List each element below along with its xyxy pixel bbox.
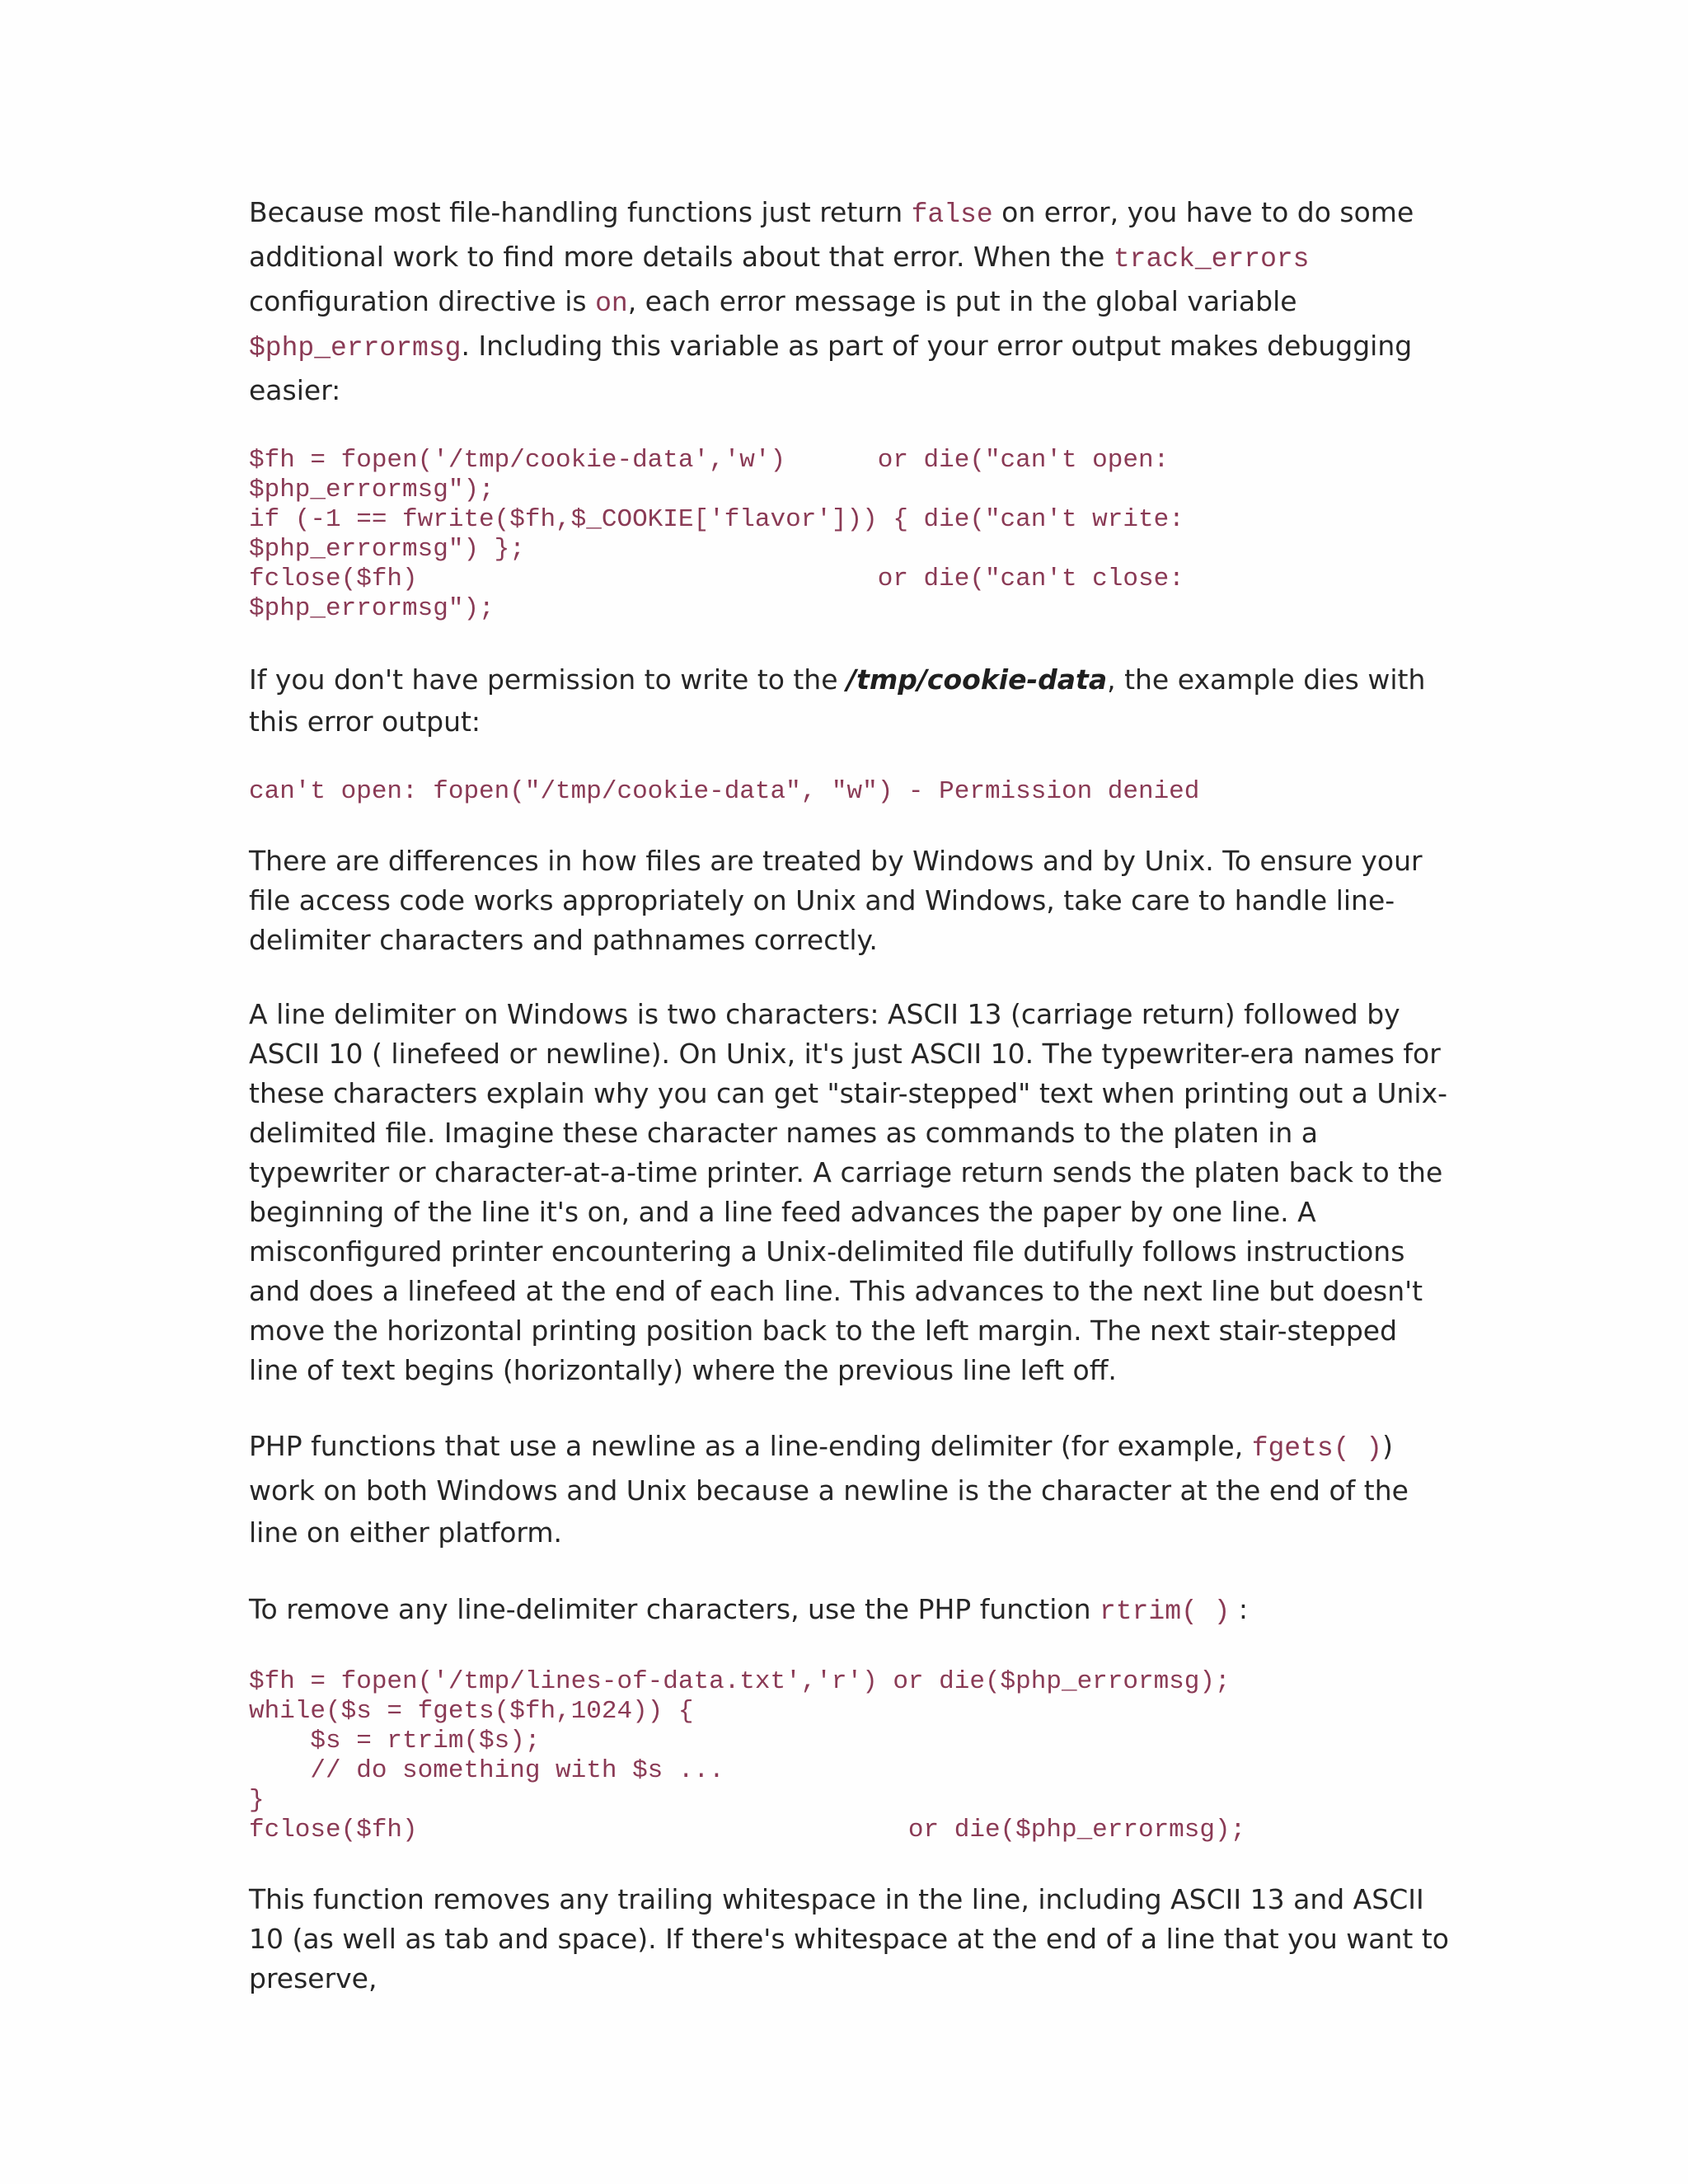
inline-code-rtrim: rtrim( ) [1100,1596,1231,1627]
inline-code-php-errormsg: $php_errormsg [249,333,462,363]
text: To remove any line-delimiter characters, use the PHP function [249,1593,1100,1625]
inline-code-on: on [595,288,628,319]
text: on error, you have to do some additional work to find more details about that error. When the [249,196,1414,273]
text: PHP functions that use a newline as a line-ending delimiter (for example, [249,1430,1252,1462]
text: If you don't have permission to write to the [249,663,847,696]
paragraph-php-newline [249,1425,1452,1554]
code-block-rtrim-loop: $fh = fopen('/tmp/lines-of-data.txt','r') or die($php_errormsg); while($s = fgets($fh,1024)) { $s = rtrim($s); // do something with $s ... } fclose($fh) or die($php_errormsg); [249,1667,1246,1844]
text: ) work on both Windows and Unix because a newline is the character at the end of the line on either platform. [249,1430,1409,1549]
text: Because most file-handling functions just return [249,196,912,228]
code-block-error-output: can't open: fopen("/tmp/cookie-data", "w") - Permission denied [249,777,1200,806]
text: : [1230,1593,1249,1625]
code-block-fopen-fwrite: $fh = fopen('/tmp/cookie-data','w') or die("can't open: $php_errormsg"); if (-1 == fwrite($fh,$_COOKIE['flavor'])) { die("can't write: $php_errormsg") }; fclose($fh) or die("can't close: $php_errormsg"); [249,446,1184,623]
text: , the example dies with this error output: [249,663,1426,738]
document-body [249,191,1452,2033]
inline-code-fgets: fgets( ) [1251,1433,1383,1464]
inline-code-track-errors: track_errors [1113,244,1310,274]
text: . Including this variable as part of your error output makes debugging easier: [249,330,1413,406]
path-emphasis: /tmp/cookie-data [846,663,1108,696]
inline-code-false: false [911,199,993,230]
paragraph-windows-unix: There are differences in how files are treated by Windows and by Unix. To ensure your file access code works appropriately on Unix and Windows, take care to handle line-delimiter characters and pathnames correctly. [249,845,1423,956]
paragraph-rtrim-intro [249,1588,1452,1633]
paragraph-error-details [249,191,1452,411]
text: , each error message is put in the global variable [627,285,1297,317]
paragraph-permission [249,658,1452,743]
paragraph-rtrim-explanation: This function removes any trailing whitespace in the line, including ASCII 13 and ASCII 10 (as well as tab and space). If there's whitespace at the end of a line that you want to preserve, [249,1883,1449,1994]
text: configuration directive is [249,285,596,317]
paragraph-line-delimiter: A line delimiter on Windows is two characters: ASCII 13 (carriage return) followed by ASCII 10 ( linefeed or newline). On Unix, it's just ASCII 10. The typewriter-era names for these characters explain why you can get "stair-stepped" text when printing out a Unix-delimited file. Imagine these character names as commands to the platen in a typewriter or character-at-a-time printer. A carriage return sends the platen back to the beginning of the line it's on, and a line feed advances the paper by one line. A misconfigured printer encountering a Unix-delimited file dutifully follows instructions and does a linefeed at the end of each line. This advances to the next line but doesn't move the horizontal printing position back to the left margin. The next stair-stepped line of text begins (horizontally) where the previous line left off. [249,998,1448,1386]
